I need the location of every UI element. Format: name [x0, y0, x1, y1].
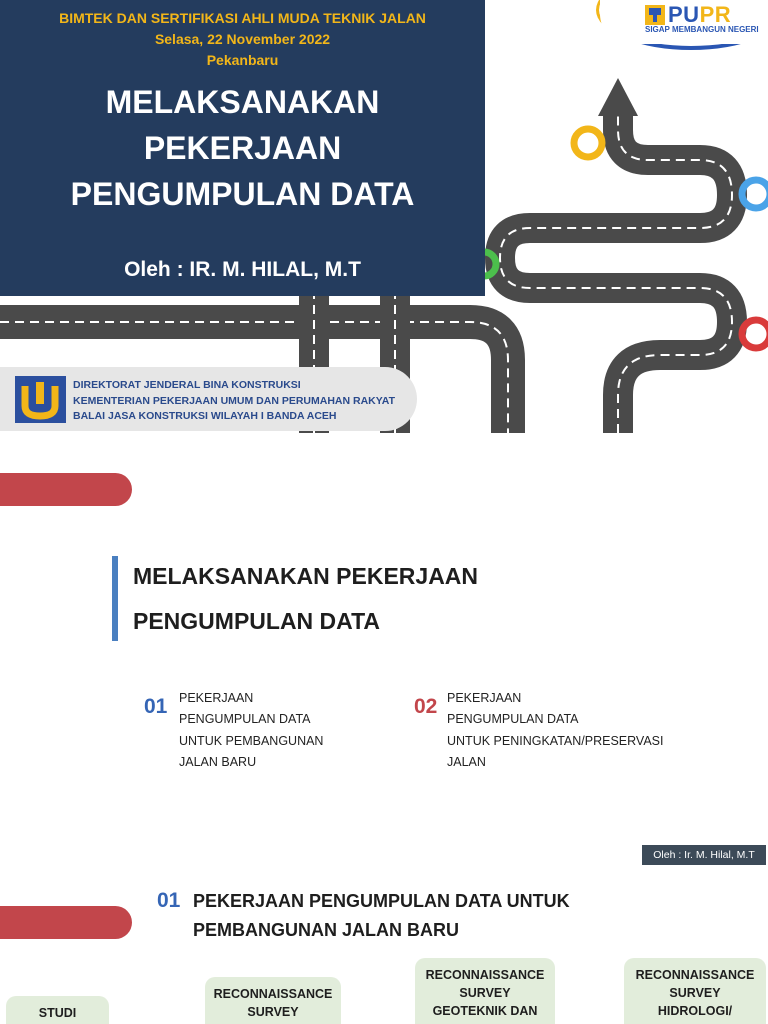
section-heading-line: PEMBANGUNAN JALAN BARU: [193, 920, 460, 940]
card-text: RECONNAISSANCE: [213, 987, 333, 1001]
detail-slide: [0, 866, 768, 1024]
title-box: [0, 0, 485, 296]
author-credit: Oleh : Ir. M. Hilal, M.T: [642, 845, 766, 865]
card-text: SURVEY: [459, 986, 511, 1000]
slide-title-line: PENGUMPULAN DATA: [133, 608, 381, 634]
item-text: PENGUMPULAN DATA: [179, 712, 311, 726]
ditjen-logo-icon: [15, 376, 66, 423]
card-text: HIDROLOGI/: [657, 1004, 733, 1018]
event-name: BIMTEK DAN SERTIFIKASI AHLI MUDA TEKNIK JALAN: [59, 10, 426, 26]
card-text: RECONNAISSANCE: [425, 968, 545, 982]
red-accent-bar: [0, 473, 132, 506]
pupr-logo-text: PUPR: [668, 2, 732, 27]
event-location: Pekanbaru: [206, 52, 279, 68]
author: Oleh : IR. M. HILAL, M.T: [124, 258, 361, 281]
process-card: [624, 958, 766, 1024]
section-heading-line: PEKERJAAN PENGUMPULAN DATA UNTUK: [193, 891, 570, 911]
item-number: 02: [414, 695, 438, 718]
item-number: 01: [144, 695, 168, 718]
institution-line: DIREKTORAT JENDERAL BINA KONSTRUKSI: [73, 379, 301, 391]
institution-line: BALAI JASA KONSTRUKSI WILAYAH I BANDA ACEH: [73, 410, 337, 422]
pupr-tagline: SIGAP MEMBANGUN NEGERI: [645, 25, 759, 34]
item-text: JALAN: [447, 755, 486, 769]
slide-title-line: PEKERJAAN: [143, 130, 342, 166]
title-accent-bar: [112, 556, 118, 641]
event-date: Selasa, 22 November 2022: [154, 31, 331, 47]
slide-title-line: PENGUMPULAN DATA: [70, 176, 415, 212]
card-text: RECONNAISSANCE: [635, 968, 755, 982]
red-accent-bar: [0, 906, 132, 939]
process-card: [205, 977, 341, 1024]
institution-line: KEMENTERIAN PEKERJAAN UMUM DAN PERUMAHAN RAKYAT: [73, 395, 396, 407]
item-text: UNTUK PEMBANGUNAN: [179, 734, 324, 748]
item-text: JALAN BARU: [179, 755, 257, 769]
outline-slide: [0, 433, 768, 866]
card-text: SURVEY: [247, 1005, 299, 1019]
pupr-logo-icon: [645, 5, 665, 25]
card-text: STUDI: [38, 1006, 77, 1020]
item-text: PENGUMPULAN DATA: [447, 712, 579, 726]
item-text: UNTUK PENINGKATAN/PRESERVASI: [447, 734, 664, 748]
item-text: PEKERJAAN: [179, 691, 254, 705]
title-slide: [0, 0, 768, 433]
card-text: GEOTEKNIK DAN: [432, 1004, 538, 1018]
process-card: [415, 958, 555, 1024]
section-number: 01: [157, 889, 181, 912]
item-text: PEKERJAAN: [447, 691, 522, 705]
process-card: [6, 996, 109, 1024]
slide-title-line: MELAKSANAKAN PEKERJAAN: [133, 563, 479, 589]
card-text: SURVEY: [669, 986, 721, 1000]
slide-title-line: MELAKSANAKAN: [105, 84, 380, 120]
